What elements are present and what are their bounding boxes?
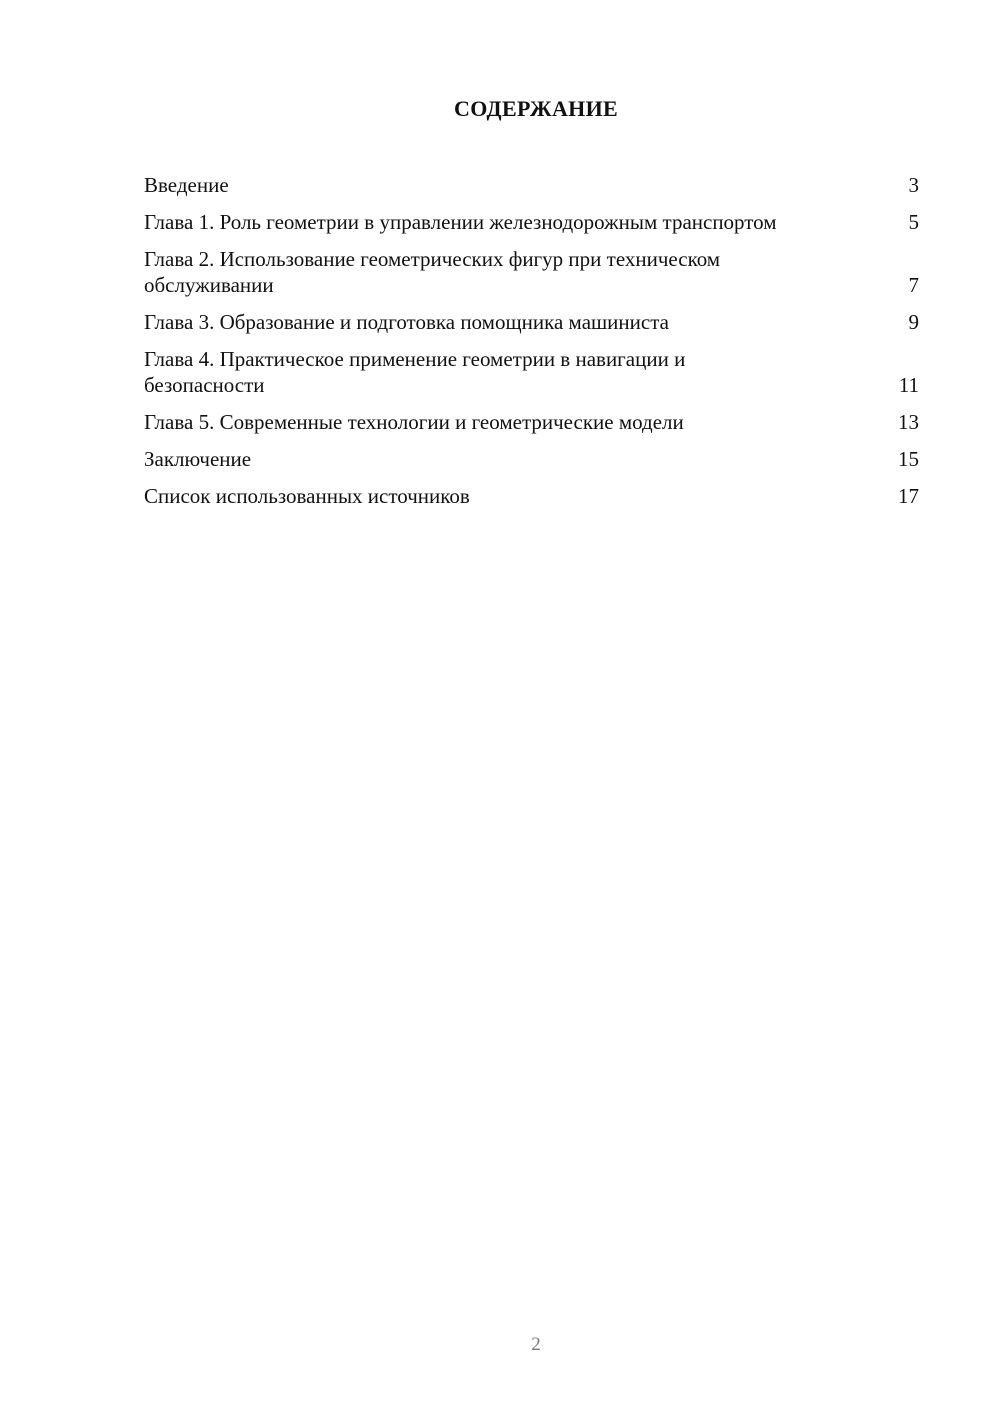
- toc-item-text: Введение: [144, 173, 229, 197]
- toc-item-page: 5: [908, 210, 919, 234]
- toc-item-chapter-5[interactable]: [144, 409, 919, 435]
- toc-item-page: 3: [908, 173, 919, 197]
- toc-item-text: Глава 1. Роль геометрии в управлении железнодорожным транспортом: [144, 210, 777, 234]
- toc-item-conclusion[interactable]: [144, 446, 919, 472]
- toc-item-chapter-2[interactable]: [144, 246, 919, 298]
- toc-item-text: Глава 2. Использование геометрических фигур при техническом обслуживании: [144, 247, 721, 297]
- toc-item-text: Заключение: [144, 447, 252, 471]
- toc-list: [144, 172, 919, 520]
- toc-item-introduction[interactable]: [144, 172, 919, 198]
- toc-item-chapter-4[interactable]: [144, 346, 919, 398]
- toc-item-page: 11: [898, 373, 919, 397]
- toc-item-chapter-1[interactable]: [144, 209, 919, 235]
- toc-item-references[interactable]: [144, 483, 919, 509]
- toc-item-page: 7: [908, 273, 919, 297]
- toc-item-page: 9: [908, 310, 919, 334]
- toc-item-page: 15: [898, 447, 919, 471]
- toc-item-text: Глава 5. Современные технологии и геометрические модели: [144, 410, 684, 434]
- toc-title: СОДЕРЖАНИЕ: [454, 96, 618, 121]
- toc-item-chapter-3[interactable]: [144, 309, 919, 335]
- toc-item-page: 13: [898, 410, 919, 434]
- toc-item-text: Список использованных источников: [144, 484, 470, 508]
- toc-item-page: 17: [898, 484, 919, 508]
- toc-item-text: Глава 4. Практическое применение геометрии в навигации и безопасности: [144, 347, 686, 397]
- page-number: 2: [531, 1334, 541, 1355]
- toc-item-text: Глава 3. Образование и подготовка помощника машиниста: [144, 310, 669, 334]
